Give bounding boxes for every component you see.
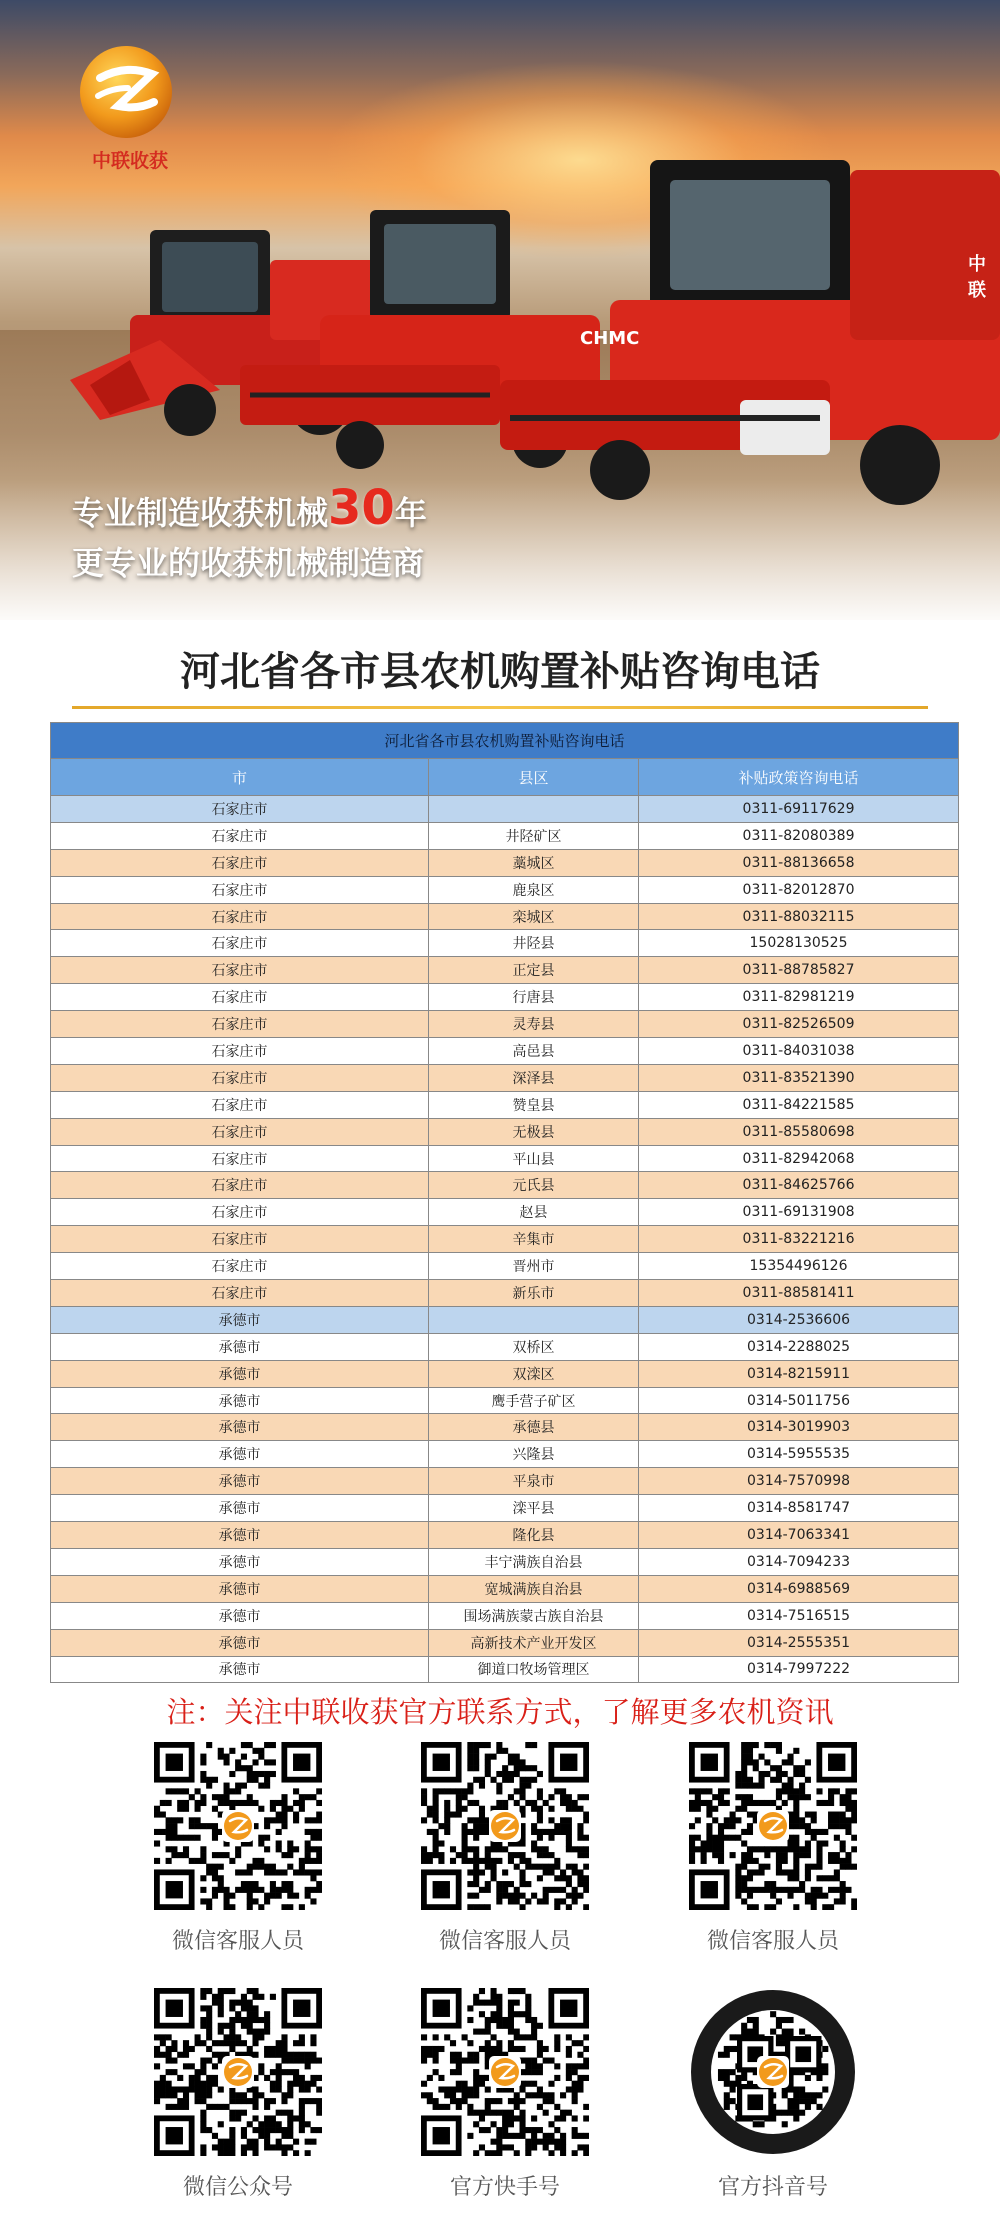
machine-badge-text: CHMC [580, 328, 640, 349]
table-row [51, 984, 959, 1011]
slogan-line-2: 更专业的收获机械制造商 [72, 544, 425, 582]
cell-county: 藁城区 [429, 849, 639, 876]
table-caption: 河北省各市县农机购置补贴咨询电话 [51, 723, 959, 759]
column-header-county: 县区 [429, 759, 639, 796]
cell-city: 石家庄市 [51, 1011, 429, 1038]
cell-city: 承德市 [51, 1360, 429, 1387]
table-row [51, 796, 959, 823]
slogan-line-1-text: 专业制造收获机械 [72, 494, 329, 532]
cell-phone: 15354496126 [639, 1253, 959, 1280]
subsidy-phone-table [50, 722, 959, 1683]
cell-county: 深泽县 [429, 1064, 639, 1091]
cell-county: 双滦区 [429, 1360, 639, 1387]
qr-code-icon[interactable] [689, 1742, 857, 1910]
table-row [51, 1253, 959, 1280]
cell-city: 承德市 [51, 1629, 429, 1656]
cell-county: 双桥区 [429, 1333, 639, 1360]
cell-phone: 0314-6988569 [639, 1575, 959, 1602]
cell-phone: 0314-7094233 [639, 1548, 959, 1575]
cell-city: 石家庄市 [51, 1064, 429, 1091]
cell-county: 鹿泉区 [429, 876, 639, 903]
qr-label: 微信公众号 [182, 2175, 293, 2200]
cell-city: 承德市 [51, 1575, 429, 1602]
table-row [51, 1145, 959, 1172]
table-row [51, 1629, 959, 1656]
cell-county: 鹰手营子矿区 [429, 1387, 639, 1414]
cell-phone: 0314-2555351 [639, 1629, 959, 1656]
table-row [51, 930, 959, 957]
table-row [51, 849, 959, 876]
cell-phone: 0311-82981219 [639, 984, 959, 1011]
slogan-line-1-suffix: 年 [394, 494, 427, 532]
cell-phone: 0311-83521390 [639, 1064, 959, 1091]
table-row [51, 1011, 959, 1038]
cell-county: 宽城满族自治县 [429, 1575, 639, 1602]
cell-county [429, 1306, 639, 1333]
table-row [51, 957, 959, 984]
cell-phone: 0311-84625766 [639, 1172, 959, 1199]
cell-phone: 15028130525 [639, 930, 959, 957]
table-row [51, 1064, 959, 1091]
table-row [51, 1038, 959, 1065]
cell-city: 石家庄市 [51, 1172, 429, 1199]
cell-phone: 0311-85580698 [639, 1118, 959, 1145]
cell-city: 石家庄市 [51, 1091, 429, 1118]
title-divider [72, 706, 928, 709]
cell-city: 石家庄市 [51, 984, 429, 1011]
cell-city: 石家庄市 [51, 849, 429, 876]
slogan-years-number: 30 [328, 480, 395, 536]
cell-city: 承德市 [51, 1495, 429, 1522]
cell-city: 承德市 [51, 1414, 429, 1441]
table-row [51, 822, 959, 849]
cell-county: 赞皇县 [429, 1091, 639, 1118]
cell-phone: 0314-8581747 [639, 1495, 959, 1522]
cell-county: 行唐县 [429, 984, 639, 1011]
cell-county: 丰宁满族自治县 [429, 1548, 639, 1575]
table-row [51, 1602, 959, 1629]
slogan-line-1 [72, 480, 427, 536]
cell-county [429, 796, 639, 823]
cell-phone: 0311-88032115 [639, 903, 959, 930]
cell-county: 围场满族蒙古族自治县 [429, 1602, 639, 1629]
cell-phone: 0311-69117629 [639, 796, 959, 823]
qr-code-icon[interactable] [421, 1742, 589, 1910]
table-row [51, 1575, 959, 1602]
qr-label: 微信客服人员 [438, 1929, 571, 1954]
table-row [51, 1495, 959, 1522]
qr-code-icon[interactable] [154, 1742, 322, 1910]
table-row [51, 1441, 959, 1468]
table-body [51, 796, 959, 1683]
cell-phone: 0311-84031038 [639, 1038, 959, 1065]
qr-wechat-service-1[interactable] [118, 1742, 358, 1955]
cell-phone: 0311-82942068 [639, 1145, 959, 1172]
cell-phone: 0311-84221585 [639, 1091, 959, 1118]
cell-county: 高邑县 [429, 1038, 639, 1065]
cell-city: 承德市 [51, 1522, 429, 1549]
cell-county: 井陉县 [429, 930, 639, 957]
cell-city: 石家庄市 [51, 1038, 429, 1065]
cell-city: 石家庄市 [51, 1253, 429, 1280]
cell-city: 石家庄市 [51, 1226, 429, 1253]
table-row [51, 1548, 959, 1575]
qr-kuaishou-account[interactable] [385, 1988, 625, 2201]
hero-banner [0, 0, 1000, 620]
table-row [51, 876, 959, 903]
cell-county: 正定县 [429, 957, 639, 984]
cell-phone: 0311-88581411 [639, 1280, 959, 1307]
cell-county: 高新技术产业开发区 [429, 1629, 639, 1656]
column-header-city: 市 [51, 759, 429, 796]
qr-label: 官方抖音号 [717, 2175, 828, 2200]
cell-phone: 0314-2536606 [639, 1306, 959, 1333]
cell-city: 石家庄市 [51, 796, 429, 823]
cell-phone: 0314-7570998 [639, 1468, 959, 1495]
table-row [51, 903, 959, 930]
cell-city: 石家庄市 [51, 1199, 429, 1226]
table-row [51, 1414, 959, 1441]
qr-label: 官方快手号 [449, 2175, 560, 2200]
brand-logo-icon [78, 44, 174, 140]
cell-county: 御道口牧场管理区 [429, 1656, 639, 1683]
cell-county: 平山县 [429, 1145, 639, 1172]
cell-county: 隆化县 [429, 1522, 639, 1549]
table-row [51, 1199, 959, 1226]
cell-phone: 0311-82080389 [639, 822, 959, 849]
table-row [51, 1360, 959, 1387]
cell-phone: 0311-83221216 [639, 1226, 959, 1253]
table-row [51, 1656, 959, 1683]
qr-code-icon[interactable] [154, 1988, 322, 2156]
cell-city: 承德市 [51, 1306, 429, 1333]
cell-county: 灵寿县 [429, 1011, 639, 1038]
table-row [51, 1387, 959, 1414]
table-row [51, 1172, 959, 1199]
cell-county: 无极县 [429, 1118, 639, 1145]
cell-city: 承德市 [51, 1656, 429, 1683]
cell-city: 石家庄市 [51, 903, 429, 930]
table-row [51, 1306, 959, 1333]
cell-city: 承德市 [51, 1441, 429, 1468]
cell-city: 承德市 [51, 1387, 429, 1414]
qr-label: 微信客服人员 [171, 1929, 304, 1954]
column-header-phone: 补贴政策咨询电话 [639, 759, 959, 796]
cell-county: 元氏县 [429, 1172, 639, 1199]
cell-city: 承德市 [51, 1468, 429, 1495]
follow-note: 注：关注中联收获官方联系方式，了解更多农机资讯 [166, 1695, 834, 1729]
cell-city: 石家庄市 [51, 876, 429, 903]
cell-city: 承德市 [51, 1602, 429, 1629]
cell-county: 平泉市 [429, 1468, 639, 1495]
qr-code-icon[interactable] [421, 1988, 589, 2156]
cell-county: 新乐市 [429, 1280, 639, 1307]
cell-city: 石家庄市 [51, 822, 429, 849]
cell-phone: 0314-8215911 [639, 1360, 959, 1387]
machine-brand-text: 中联 [968, 254, 986, 301]
table-row [51, 1468, 959, 1495]
cell-county: 井陉矿区 [429, 822, 639, 849]
table-row [51, 1226, 959, 1253]
table-row [51, 1522, 959, 1549]
cell-county: 晋州市 [429, 1253, 639, 1280]
cell-city: 石家庄市 [51, 1118, 429, 1145]
cell-county: 栾城区 [429, 903, 639, 930]
cell-city: 石家庄市 [51, 1145, 429, 1172]
cell-phone: 0311-88136658 [639, 849, 959, 876]
qr-wechat-service-3[interactable] [653, 1742, 893, 1955]
qr-douyin-account[interactable] [653, 1988, 893, 2201]
cell-county: 辛集市 [429, 1226, 639, 1253]
cell-county: 兴隆县 [429, 1441, 639, 1468]
cell-phone: 0314-7997222 [639, 1656, 959, 1683]
cell-city: 承德市 [51, 1548, 429, 1575]
cell-county: 承德县 [429, 1414, 639, 1441]
cell-phone: 0314-2288025 [639, 1333, 959, 1360]
cell-phone: 0314-5955535 [639, 1441, 959, 1468]
cell-county: 赵县 [429, 1199, 639, 1226]
brand-logo-text: 中联收获 [91, 150, 168, 172]
table-row [51, 1280, 959, 1307]
cell-phone: 0311-82526509 [639, 1011, 959, 1038]
douyin-qr-code-icon[interactable] [689, 1988, 857, 2156]
table-row [51, 1118, 959, 1145]
cell-phone: 0311-88785827 [639, 957, 959, 984]
qr-label: 微信客服人员 [706, 1929, 839, 1954]
cell-phone: 0314-5011756 [639, 1387, 959, 1414]
page-title: 河北省各市县农机购置补贴咨询电话 [180, 649, 820, 695]
cell-city: 石家庄市 [51, 1280, 429, 1307]
cell-city: 石家庄市 [51, 957, 429, 984]
cell-phone: 0314-3019903 [639, 1414, 959, 1441]
cell-city: 承德市 [51, 1333, 429, 1360]
cell-phone: 0311-82012870 [639, 876, 959, 903]
cell-phone: 0311-69131908 [639, 1199, 959, 1226]
qr-wechat-official-account[interactable] [118, 1988, 358, 2201]
table-row [51, 1091, 959, 1118]
harvester-right-image [500, 150, 1000, 510]
table-row [51, 1333, 959, 1360]
cell-phone: 0314-7516515 [639, 1602, 959, 1629]
cell-phone: 0314-7063341 [639, 1522, 959, 1549]
cell-county: 滦平县 [429, 1495, 639, 1522]
subsidy-phone-table-wrapper [50, 722, 958, 1683]
qr-wechat-service-2[interactable] [385, 1742, 625, 1955]
cell-city: 石家庄市 [51, 930, 429, 957]
